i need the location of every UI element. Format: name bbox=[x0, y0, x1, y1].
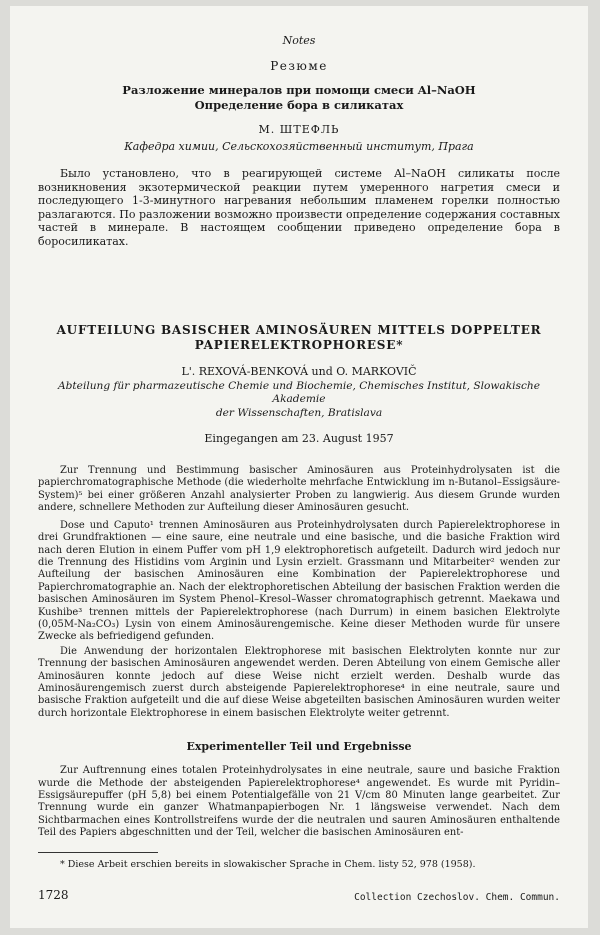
resume-author: М. ШТЕФЛЬ bbox=[258, 123, 340, 136]
page bbox=[10, 6, 588, 928]
section-heading: Experimenteller Teil und Ergebnisse bbox=[186, 740, 412, 754]
footnote: * Diese Arbeit erschien bereits in slowakischer Sprache in Chem. listy 52, 978 (1958). bbox=[60, 858, 476, 870]
page-number: 1728 bbox=[38, 888, 69, 902]
paragraph-3: Die Anwendung der horizontalen Elektrophorese mit basischen Elektrolyten konnte nur zur Trennung der basischen Aminosäuren angewendet werden. Deren Abteilung von einem Gemische aller Aminosäuren konnte jedoch auf diese Weise nicht erzielt werden. Deshalb wurde das Aminosäurengemisch zuerst durch absteigende Papierelektrophorese⁴ in eine neutrale, saure und basische Fraktion aufgeteilt und die auf diese Weise abgeteilten basischen Aminosäuren wurden weiter durch horizontale Elektrophorese in einem basischen Elektrolyte weiter getrennt. bbox=[38, 645, 560, 719]
paragraph-2: Dose und Caputo¹ trennen Aminosäuren aus Proteinhydrolysaten durch Papierelektrophorese in drei Grundfraktionen — eine saure, eine neutrale und eine basische, und die basiche Fraktion wird nach deren Elution in einem Puffer vom pH 1,9 elektrophoretisch aufgeteilt. Dadurch wird jedoch nur die Trennung des Histidins vom Arginin und Lysin erzielt. Grassmann und Mitarbeiter² wenden zur Aufteilung der basischen Aminosäuren eine Kombination der Papierelektrophorese und Papierchromatographie an. Nach der elektrophoretischen Abteilung der basischen Fraktion werden die basischen Aminosäuren im System Phenol–Kresol–Wasser chromatographisch getrennt. Maekawa und Kushibe³ trennen mittels der Papierelektrophorese (nach Durrum) in einem basichen Elektrolyte (0,05M-Na₂CO₃) Lysin von einem Aminosäurengemische. Keine dieser Methoden wurde für unsere Zwecke als befriedigend gefunden. bbox=[38, 519, 560, 643]
resume-title-line-2: Определение бора в силикатах bbox=[194, 98, 404, 112]
article-title bbox=[38, 323, 560, 353]
running-head: Notes bbox=[282, 34, 316, 47]
paragraph-4: Zur Auftrennung eines totalen Proteinhydrolysates in eine neutrale, saure und basiche Fraktion wurde die Methode der absteigenden Papierelektrophorese⁴ angewendet. Es wurde mit Pyridin–Essigsäurepuffer (pH 5,8) bei einem Potentialgefälle von 21 V/cm 80 Minuten lange gearbeitet. Zur Trennung wurde ein ganzer Whatmanpapierbogen Nr. 1 längsweise verwendet. Nach dem Sichtbarmachen eines Kontrollstreifens wurde der die neutralen und sauren Aminosäuren enthaltende Teil des Papiers abgeschnitten und der Teil, welcher die basischen Aminosäuren ent- bbox=[38, 765, 560, 839]
resume-body: Было установлено, что в реагирующей системе Al–NaOH силикаты после возникновения экзотермической реакции путем умеренного нагретия смеси и последующего 1-3-минутного нагревания небольшим пламенем горелки полностью разлагаются. По разложении возможно произвести определение содержания составных частей в минерале. В настоящем сообщении приведено определение бора в боросиликатах. bbox=[38, 167, 560, 248]
article-affiliation-line-2: der Wissenschaften, Bratislava bbox=[215, 406, 383, 419]
article-affiliation bbox=[38, 380, 560, 421]
footnote-rule bbox=[38, 852, 158, 853]
resume-affiliation: Кафедра химии, Сельскохозяйственный институт, Прага bbox=[124, 140, 474, 153]
article-affiliation-line-1: Abteilung für pharmazeutische Chemie und Biochemie, Chemisches Institut, Slowakische Akademie bbox=[57, 379, 540, 406]
article-authors: L'. REXOVÁ-BENKOVÁ und O. MARKOVIČ bbox=[181, 364, 417, 378]
journal-name: Collection Czechoslov. Chem. Commun. bbox=[354, 892, 560, 903]
resume-title-line-1: Разложение минералов при помощи смеси Al–NaOH bbox=[122, 83, 476, 97]
article-title-line-1: AUFTEILUNG BASISCHER AMINOSÄUREN MITTELS DOPPELTER bbox=[56, 322, 542, 337]
page-content bbox=[38, 34, 560, 870]
paragraph-1: Zur Trennung und Bestimmung basischer Aminosäuren aus Proteinhydrolysaten ist die papierchromatographische Methode (die wiederholte mehrfache Entwicklung im n-Butanol–Essigsäure-System)⁵ bei einer größeren Anzahl analysierter Proben zu langwierig. Aus diesem Grunde wurden andere, schnellere Methoden zur Aufteilung dieser Aminosäuren gesucht. bbox=[38, 465, 560, 514]
resume-title bbox=[38, 83, 560, 113]
article-title-line-2: PAPIERELEKTROPHORESE* bbox=[194, 337, 404, 352]
received-date: Eingegangen am 23. August 1957 bbox=[204, 432, 394, 446]
resume-heading: Резюме bbox=[270, 59, 328, 73]
